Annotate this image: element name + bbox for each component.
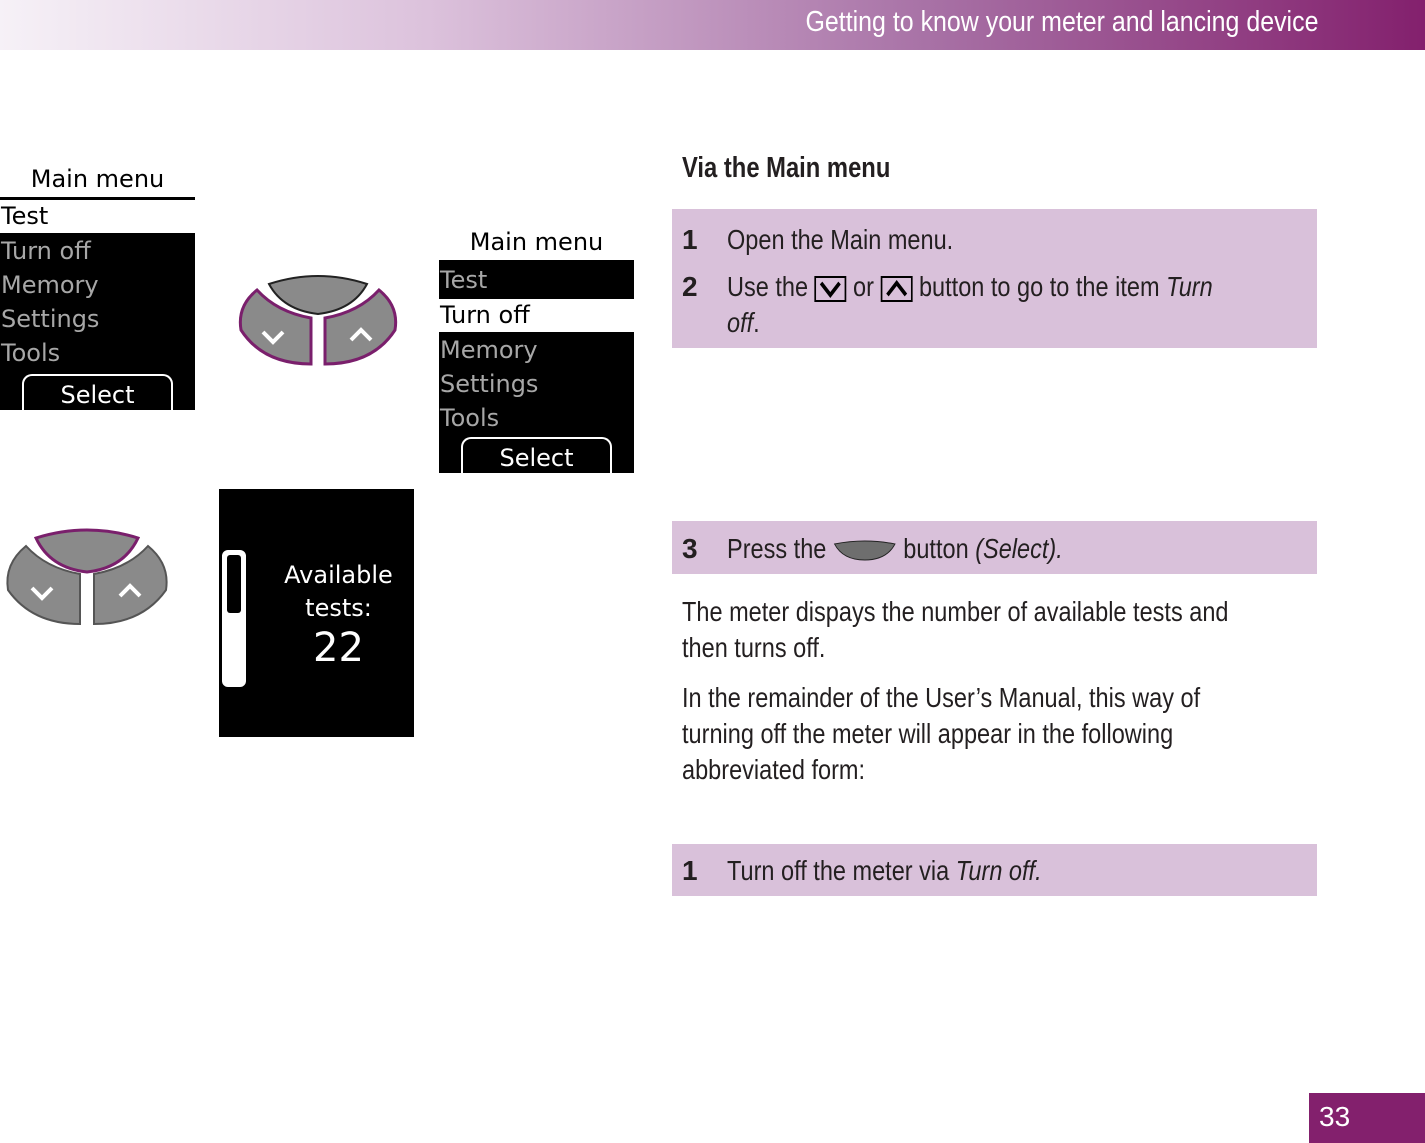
description-paragraph-2: In the remainder of the User’s Manual, this way of turning off the meter will appear in the following abbreviated form: [682, 682, 1201, 785]
lcd-screen-main-menu-turn-off [439, 225, 634, 473]
menu-item-turn-off: Turn off [1, 237, 91, 265]
menu-item-memory: Memory [1, 271, 99, 299]
header-band [0, 0, 1425, 50]
menu-item-tools: Tools [1, 339, 61, 367]
section-heading: Via the Main menu [682, 152, 891, 184]
available-count: 22 [313, 625, 364, 671]
strip-level-bar [222, 550, 246, 687]
menu-item-tools: Tools [440, 404, 500, 432]
step-box-3: 3 Press the button (Select). [672, 521, 1317, 574]
header-title: Getting to know your meter and lancing device [805, 6, 1318, 38]
page-number: 33 [1319, 1101, 1351, 1132]
lcd-screen-available-tests [219, 489, 414, 737]
meter-buttons-icon [233, 272, 403, 372]
menu-item-test: Test [0, 200, 195, 233]
up-arrow-button-icon [881, 276, 913, 302]
menu-item-settings: Settings [1, 305, 100, 333]
lcd-screen-main-menu-test [0, 162, 195, 410]
screen-title: Main menu [0, 162, 195, 197]
menu-item-settings: Settings [440, 370, 539, 398]
meter-buttons-icon [2, 528, 172, 628]
page-number-tab [1309, 1093, 1425, 1143]
description-paragraph-1: The meter dispays the number of available tests and then turns off. [682, 596, 1229, 663]
steps-box-1-2: 1 Open the Main menu. 2 Use the or button to go to the item Turn off. [672, 209, 1317, 348]
screen-title: Main menu [439, 225, 634, 260]
down-arrow-button-icon [815, 276, 847, 302]
softkey-select: Select [22, 374, 173, 410]
available-label: Available [284, 561, 393, 589]
summary-step-box: 1 Turn off the meter via Turn off. [672, 844, 1317, 896]
menu-item-memory: Memory [440, 336, 538, 364]
select-button-icon [833, 540, 897, 562]
tests-label: tests: [305, 594, 372, 622]
softkey-select: Select [461, 437, 612, 473]
menu-item-test: Test [440, 266, 488, 294]
menu-item-turn-off: Turn off [439, 299, 634, 332]
